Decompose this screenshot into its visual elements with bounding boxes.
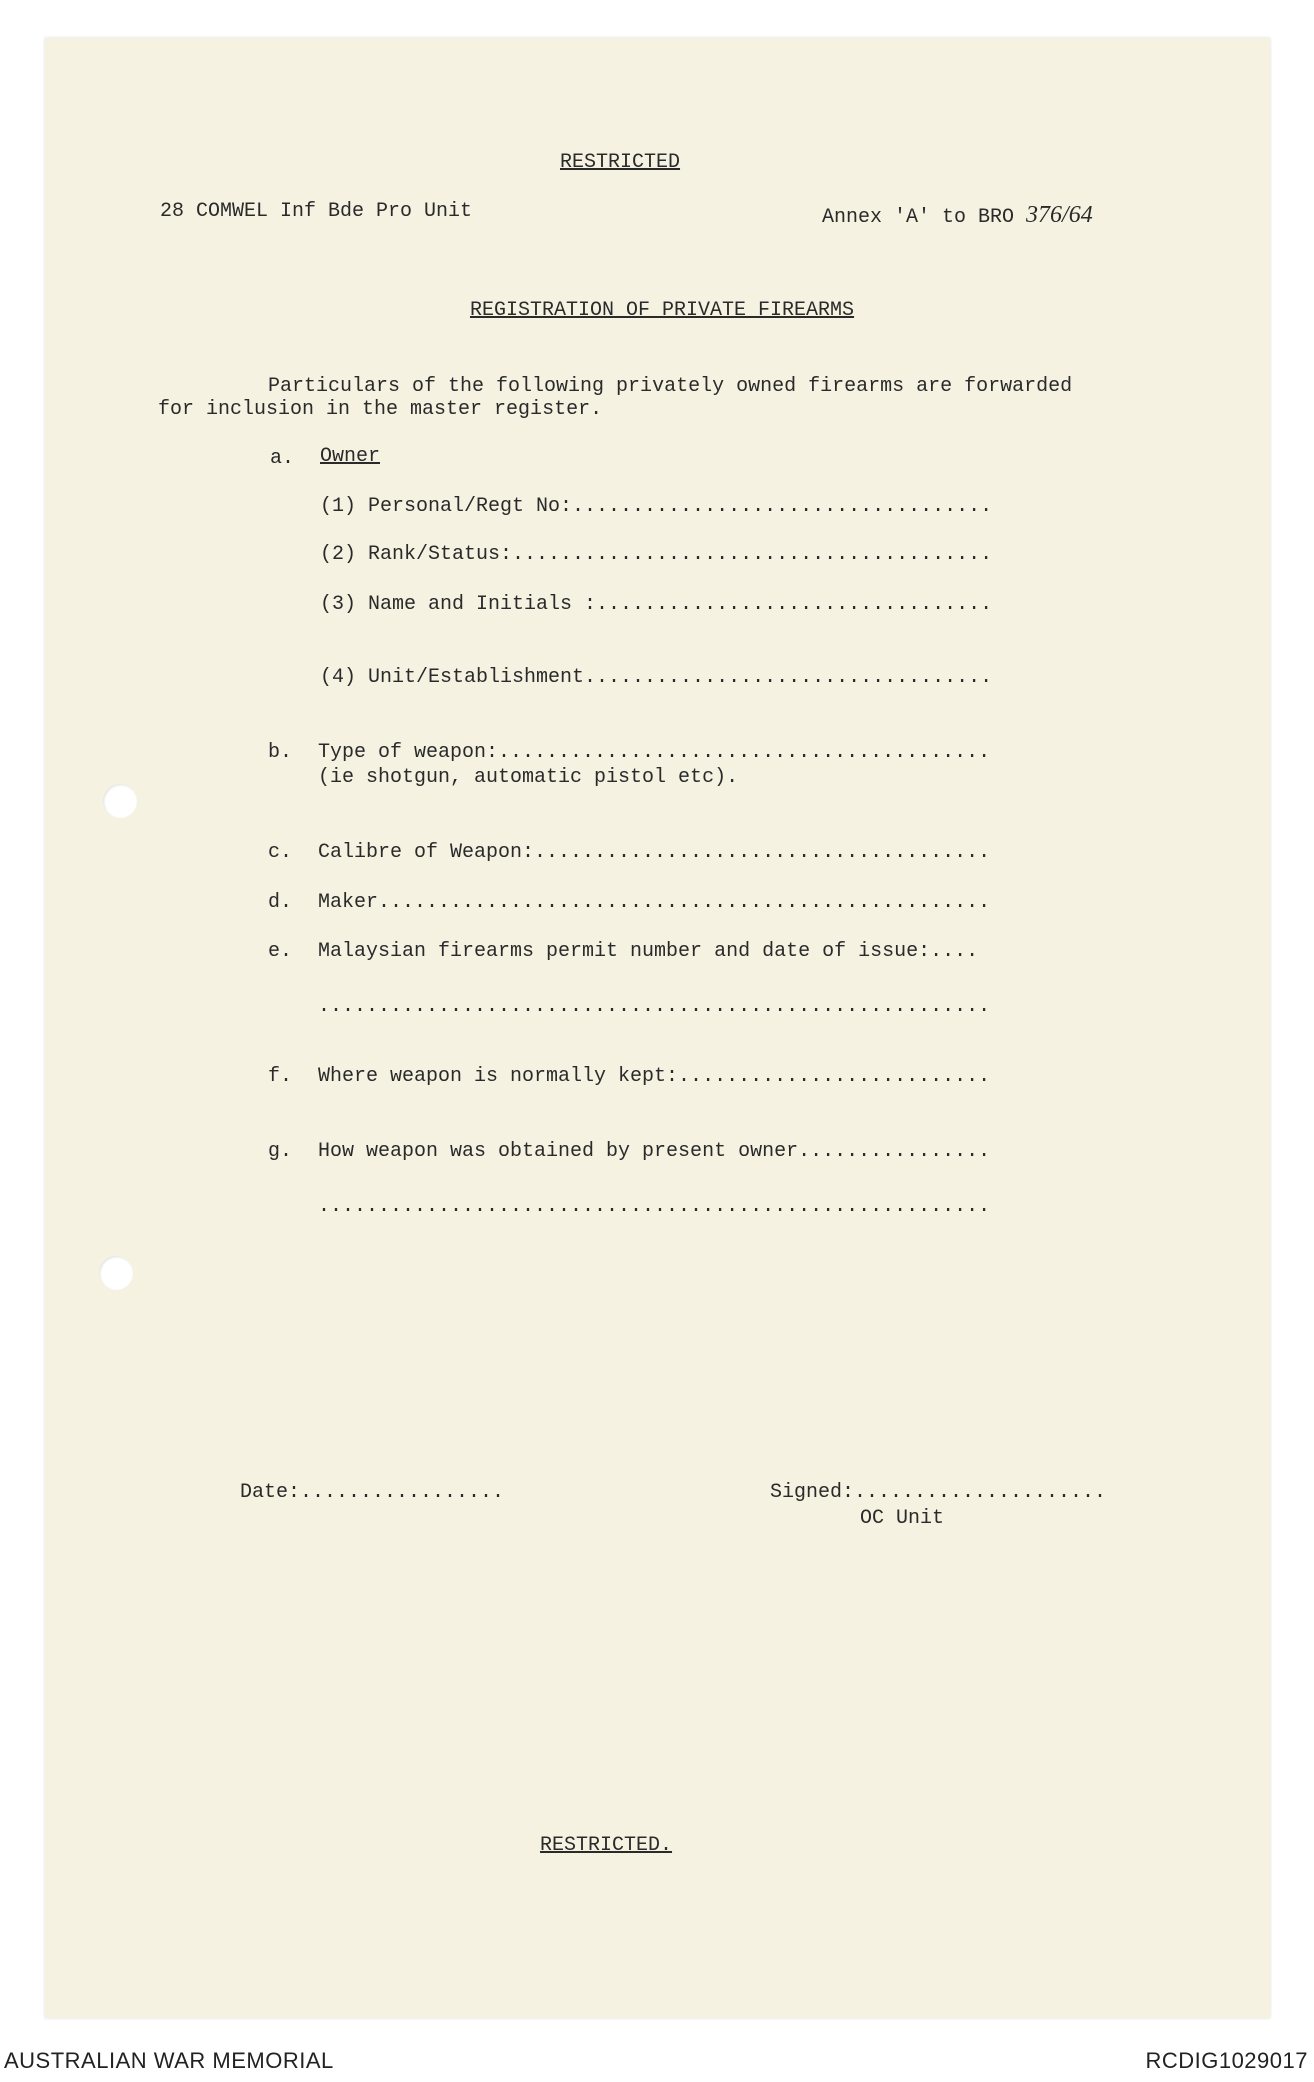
- signed-field: Signed:.....................: [770, 1481, 1107, 1504]
- item-marker-g: g.: [268, 1140, 293, 1163]
- classification-top: RESTRICTED: [560, 151, 681, 174]
- field-name-initials: (3) Name and Initials :.................................: [320, 593, 993, 616]
- field-how-obtained: How weapon was obtained by present owner................: [318, 1140, 991, 1163]
- signatory-role: OC Unit: [860, 1507, 945, 1530]
- unit-name: 28 COMWEL Inf Bde Pro Unit: [160, 200, 473, 223]
- field-unit-establishment: (4) Unit/Establishment..................................: [320, 666, 993, 689]
- punch-hole: [103, 784, 137, 818]
- annex-reference: Annex 'A' to BRO 376/64: [822, 202, 1093, 229]
- field-calibre: Calibre of Weapon:......................................: [318, 841, 991, 864]
- item-marker-e: e.: [268, 940, 293, 963]
- type-of-weapon-hint: (ie shotgun, automatic pistol etc).: [318, 766, 739, 789]
- annex-number: 376/64: [1026, 202, 1093, 228]
- owner-heading: Owner: [320, 445, 381, 468]
- item-marker-c: c.: [268, 841, 293, 864]
- item-marker-f: f.: [268, 1065, 293, 1088]
- footer-record-id: RCDIG1029017: [1145, 2048, 1308, 2073]
- field-where-kept: Where weapon is normally kept:..........................: [318, 1065, 991, 1088]
- footer-archive-name: AUSTRALIAN WAR MEMORIAL: [4, 2048, 334, 2073]
- field-type-of-weapon: Type of weapon:.........................................: [318, 741, 991, 764]
- field-rank-status: (2) Rank/Status:........................................: [320, 543, 993, 566]
- punch-hole: [99, 1256, 133, 1290]
- date-field: Date:.................: [240, 1481, 505, 1504]
- item-marker-b: b.: [268, 741, 293, 764]
- intro-line-1: Particulars of the following privately owned firearms are forwarded: [268, 375, 1073, 398]
- field-maker: Maker...................................................: [318, 891, 991, 914]
- document-page: [45, 38, 1270, 2018]
- document-title: REGISTRATION OF PRIVATE FIREARMS: [470, 299, 855, 322]
- item-marker-d: d.: [268, 891, 293, 914]
- field-permit-number: Malaysian firearms permit number and date of issue:....: [318, 940, 979, 963]
- classification-bottom: RESTRICTED.: [540, 1834, 673, 1857]
- intro-line-2: for inclusion in the master register.: [158, 398, 603, 421]
- field-personal-regt-no: (1) Personal/Regt No:...................................: [320, 495, 993, 518]
- item-marker-a: a.: [270, 447, 295, 470]
- field-permit-number-continued: ........................................................: [318, 995, 991, 1018]
- field-how-obtained-continued: ........................................................: [318, 1195, 991, 1218]
